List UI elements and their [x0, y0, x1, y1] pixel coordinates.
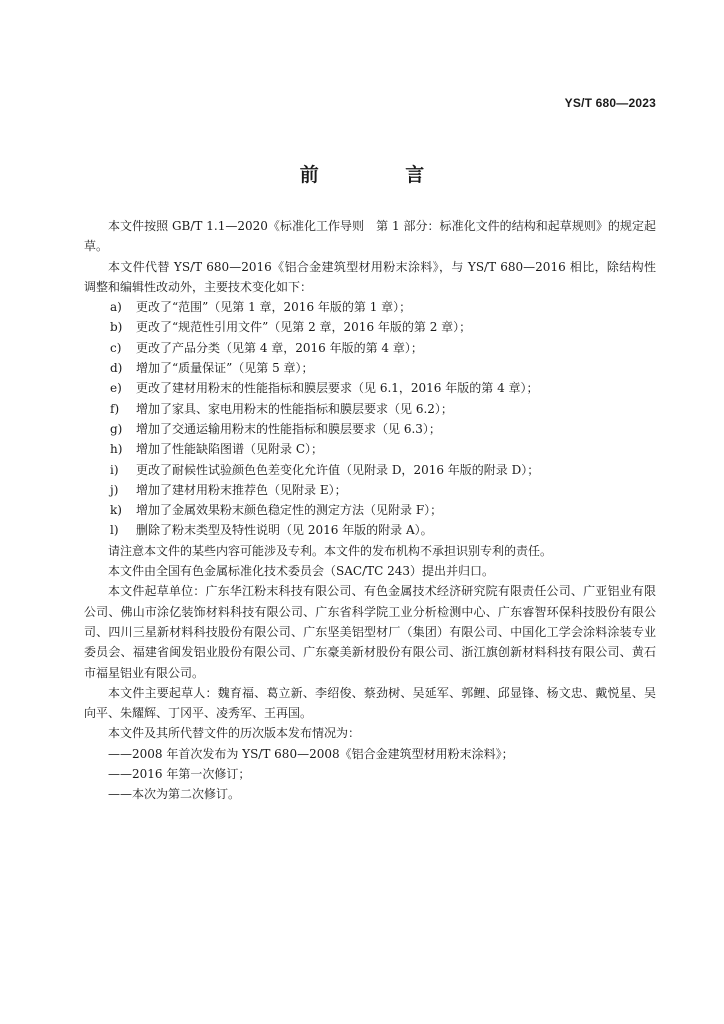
list-text: 删除了粉末类型及特性说明（见 2016 年版的附录 A）。 — [136, 523, 433, 538]
list-text: 更改了建材用粉末的性能指标和膜层要求（见 6.1，2016 年版的第 4 章）； — [136, 381, 539, 396]
list-marker: j) — [110, 482, 119, 497]
list-item — [84, 439, 656, 459]
document-body — [84, 216, 656, 805]
list-text: 增加了建材用粉末推荐色（见附录 E）； — [136, 482, 347, 497]
history-item: ——2016 年第一次修订； — [108, 767, 251, 782]
list-text: 增加了交通运输用粉末的性能指标和膜层要求（见 6.3）； — [136, 421, 441, 436]
list-item — [84, 480, 656, 500]
list-text: 增加了家具、家电用粉末的性能指标和膜层要求（见 6.2）； — [136, 401, 453, 416]
list-marker: i) — [110, 462, 119, 477]
list-item — [84, 317, 656, 337]
list-item — [84, 338, 656, 358]
list-item — [84, 358, 656, 378]
changes-list — [84, 297, 656, 541]
list-item — [84, 500, 656, 520]
paragraph-replacement: 本文件代替 YS/T 680—2016《铝合金建筑型材用粉末涂料》，与 YS/T 680—2016 相比，除结构性调整和编辑性改动外，主要技术变化如下： — [84, 259, 656, 294]
list-item — [84, 520, 656, 540]
list-text: 更改了“范围”（见第 1 章，2016 年版的第 1 章）； — [136, 300, 412, 315]
paragraph-history-intro: 本文件及其所代替文件的历次版本发布情况为： — [108, 726, 361, 741]
list-item — [84, 419, 656, 439]
list-marker: g) — [110, 421, 123, 436]
list-text: 增加了“质量保证”（见第 5 章）； — [136, 361, 314, 376]
list-item — [84, 297, 656, 317]
paragraph-drafting-units: 本文件起草单位：广东华江粉末科技有限公司、有色金属技术经济研究院有限责任公司、广亚铝业有限公司、佛山市涂亿装饰材料科技有限公司、广东省科学院工业分析检测中心、广东睿智环保科技股份有限公司、四川三星新材料科技股份有限公司、广东坚美铝型材厂（集团）有限公司、中国化工学会涂料涂装专业委员会、福建省闽发铝业股份有限公司、广东豪美新材股份有限公司、浙江旗创新材料科技有限公司、黄石市福星铝业有限公司。 — [84, 584, 656, 680]
list-marker: a) — [110, 300, 122, 315]
list-marker: l) — [110, 523, 119, 538]
paragraph-committee: 本文件由全国有色金属标准化技术委员会（SAC/TC 243）提出并归口。 — [108, 564, 495, 579]
list-text: 更改了耐候性试验颜色色差变化允许值（见附录 D，2016 年版的附录 D）； — [136, 462, 540, 477]
list-marker: e) — [110, 381, 122, 396]
list-text: 更改了“规范性引用文件”（见第 2 章，2016 年版的第 2 章）； — [136, 320, 472, 335]
history-list — [84, 744, 656, 805]
list-text: 增加了金属效果粉末颜色稳定性的测定方法（见附录 F）； — [136, 503, 443, 518]
list-item — [84, 378, 656, 398]
list-marker: h) — [110, 442, 123, 457]
list-item — [84, 399, 656, 419]
history-item: ——2008 年首次发布为 YS/T 680—2008《铝合金建筑型材用粉末涂料》； — [108, 746, 514, 761]
page-title: 前 言 — [299, 164, 465, 186]
list-marker: d) — [110, 361, 123, 376]
standard-code: YS/T 680—2023 — [564, 96, 656, 110]
paragraph-drafters: 本文件主要起草人：魏育福、葛立新、李绍俊、蔡劲树、吴延军、郭鲤、邱显锋、杨文忠、戴悦星、吴向平、朱耀辉、丁冈平、凌秀军、王再国。 — [84, 685, 656, 721]
list-marker: k) — [110, 503, 122, 518]
list-item — [84, 460, 656, 480]
list-marker: b) — [110, 320, 123, 335]
paragraph-drafting-rules: 本文件按照 GB/T 1.1—2020《标准化工作导则 第 1 部分：标准化文件的结构和起草规则》的规定起草。 — [84, 219, 656, 254]
list-marker: f) — [110, 401, 120, 416]
list-marker: c) — [110, 340, 122, 355]
history-item: ——本次为第二次修订。 — [108, 787, 241, 802]
paragraph-patent-notice: 请注意本文件的某些内容可能涉及专利。本文件的发布机构不承担识别专利的责任。 — [108, 543, 553, 558]
list-text: 更改了产品分类（见第 4 章，2016 年版的第 4 章）； — [136, 340, 423, 355]
list-text: 增加了性能缺陷图谱（见附录 C）； — [136, 442, 323, 457]
